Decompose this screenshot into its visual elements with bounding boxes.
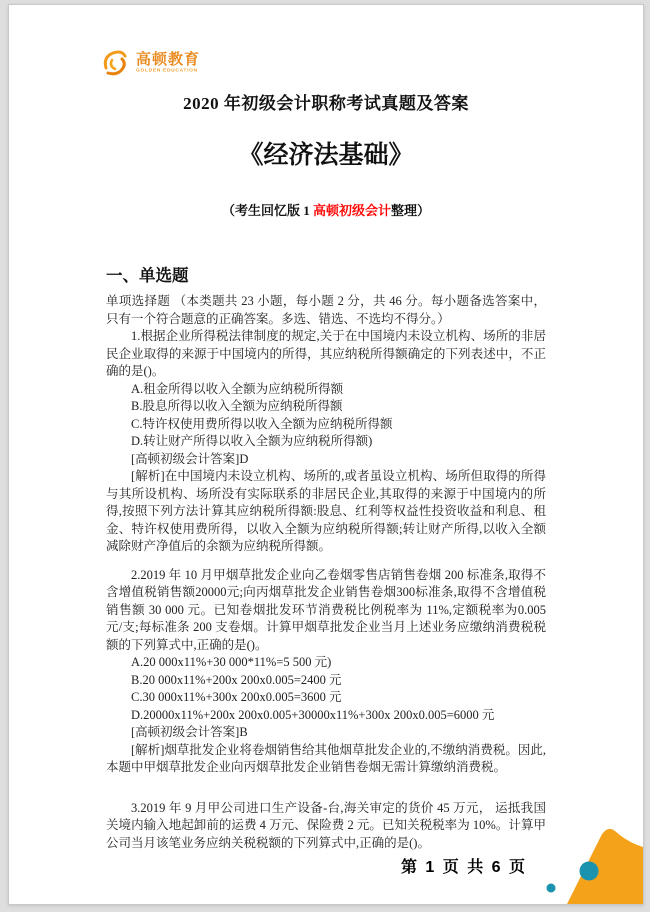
question-1-answer: [高顿初级会计答案]D <box>131 451 249 466</box>
question-2-option-b: B.20 000x11%+200x 200x0.005=2400 元 <box>131 672 342 687</box>
question-2-stem: 2.2019 年 10 月甲烟草批发企业向乙卷烟零售店销售卷烟 200 标准条,取得不含增值税销售额20000元;向丙烟草批发企业销售卷烟300标准条,取得不含增值税销售额 30 000 元。已知卷烟批发环节消费税比例税率为 11%,定额税率为0.005 元/支;每标准条 200 支卷烟。计算甲烟草批发企业当月上述业务应缴纳消费税税额的下列算式中,正确的是()。 <box>106 567 546 652</box>
compiler-note-prefix: （考生回忆版 1 <box>221 203 313 218</box>
question-3 <box>106 800 546 853</box>
section-intro: 单项选择题 （本类题共 23 小题，每小题 2 分，共 46 分。每小题备选答案中，只有一个符合题意的正确答案。多选、错选、不选均不得分。） <box>106 294 546 326</box>
brand-swirl-icon <box>99 47 131 79</box>
brand-subtitle: GOLDEN EDUCATION <box>136 67 198 73</box>
question-1-option-c: C.特许权使用费所得以收入全额为应纳税所得额 <box>131 416 393 431</box>
document-body <box>106 262 546 852</box>
compiler-note <box>9 200 643 219</box>
question-2 <box>106 567 546 777</box>
question-2-analysis: [解析]烟草批发企业将卷烟销售给其他烟草批发企业的,不缴纳消费税。因此,本题中甲烟草批发企业向丙烟草批发企业销售卷烟无需计算缴纳消费税。 <box>106 742 546 774</box>
question-1-option-a: A.租金所得以收入全额为应纳税所得额 <box>131 381 344 396</box>
question-2-option-d: D.20000x11%+200x 200x0.005+30000x11%+300x 200x0.005=6000 元 <box>131 707 495 722</box>
section-title: 一、单选题 <box>106 267 189 285</box>
teal-dot-small <box>547 884 556 893</box>
question-2-option-c: C.30 000x11%+300x 200x0.005=3600 元 <box>131 690 342 704</box>
compiler-note-highlight: 高顿初级会计 <box>312 203 391 218</box>
compiler-note-suffix: 整理） <box>391 203 431 218</box>
brand-name: 高顿教育 <box>136 50 201 68</box>
orange-mountain-shape <box>567 829 643 904</box>
question-2-answer: [高顿初级会计答案]B <box>131 725 248 739</box>
question-1-stem: 1.根据企业所得税法律制度的规定,关于在中国境内未设立机构、场所的非居民企业取得的来源于中国境内的所得，其应纳税所得额确定的下列表述中，不正确的是()。 <box>106 329 546 378</box>
question-1 <box>106 328 546 556</box>
document-header <box>9 89 643 219</box>
question-1-option-d: D.转让财产所得以收入全额为应纳税所得额) <box>131 434 373 448</box>
document-page <box>8 4 644 905</box>
question-2-option-a: A.20 000x11%+30 000*11%=5 500 元) <box>131 655 332 669</box>
document-title: 2020 年初级会计职称考试真题及答案 <box>183 94 469 113</box>
document-subject-title: 《经济法基础》 <box>238 142 414 169</box>
teal-dot-large <box>580 862 599 881</box>
brand-logo <box>99 47 211 79</box>
page-indicator: 第 1 页 共 6 页 <box>400 859 527 876</box>
question-1-analysis: [解析]在中国境内未设立机构、场所的,或者虽设立机构、场所但取得的所得与其所设机构、场所没有实际联系的非居民企业,其取得的来源于中国境内的所得,按照下列方法计算其应纳税所得额:股息、红利等权益性投资收益和利息、租金、特许权使用费所得，以收入全额为应纳税所得额;转让财产所得,以收入全额减除财产净值后的余额为应纳税所得额。 <box>106 469 546 553</box>
question-3-stem: 3.2019 年 9 月甲公司进口生产设备-台,海关审定的货价 45 万元， 运抵我国关境内输入地起卸前的运费 4 万元、保险费 2 元。已知关税税率为 10%。计算甲公司当月该笔业务应纳关税税额的下列算式中,正确的是()。 <box>106 800 546 850</box>
question-1-option-b: B.股息所得以收入全额为应纳税所得额 <box>131 399 343 413</box>
